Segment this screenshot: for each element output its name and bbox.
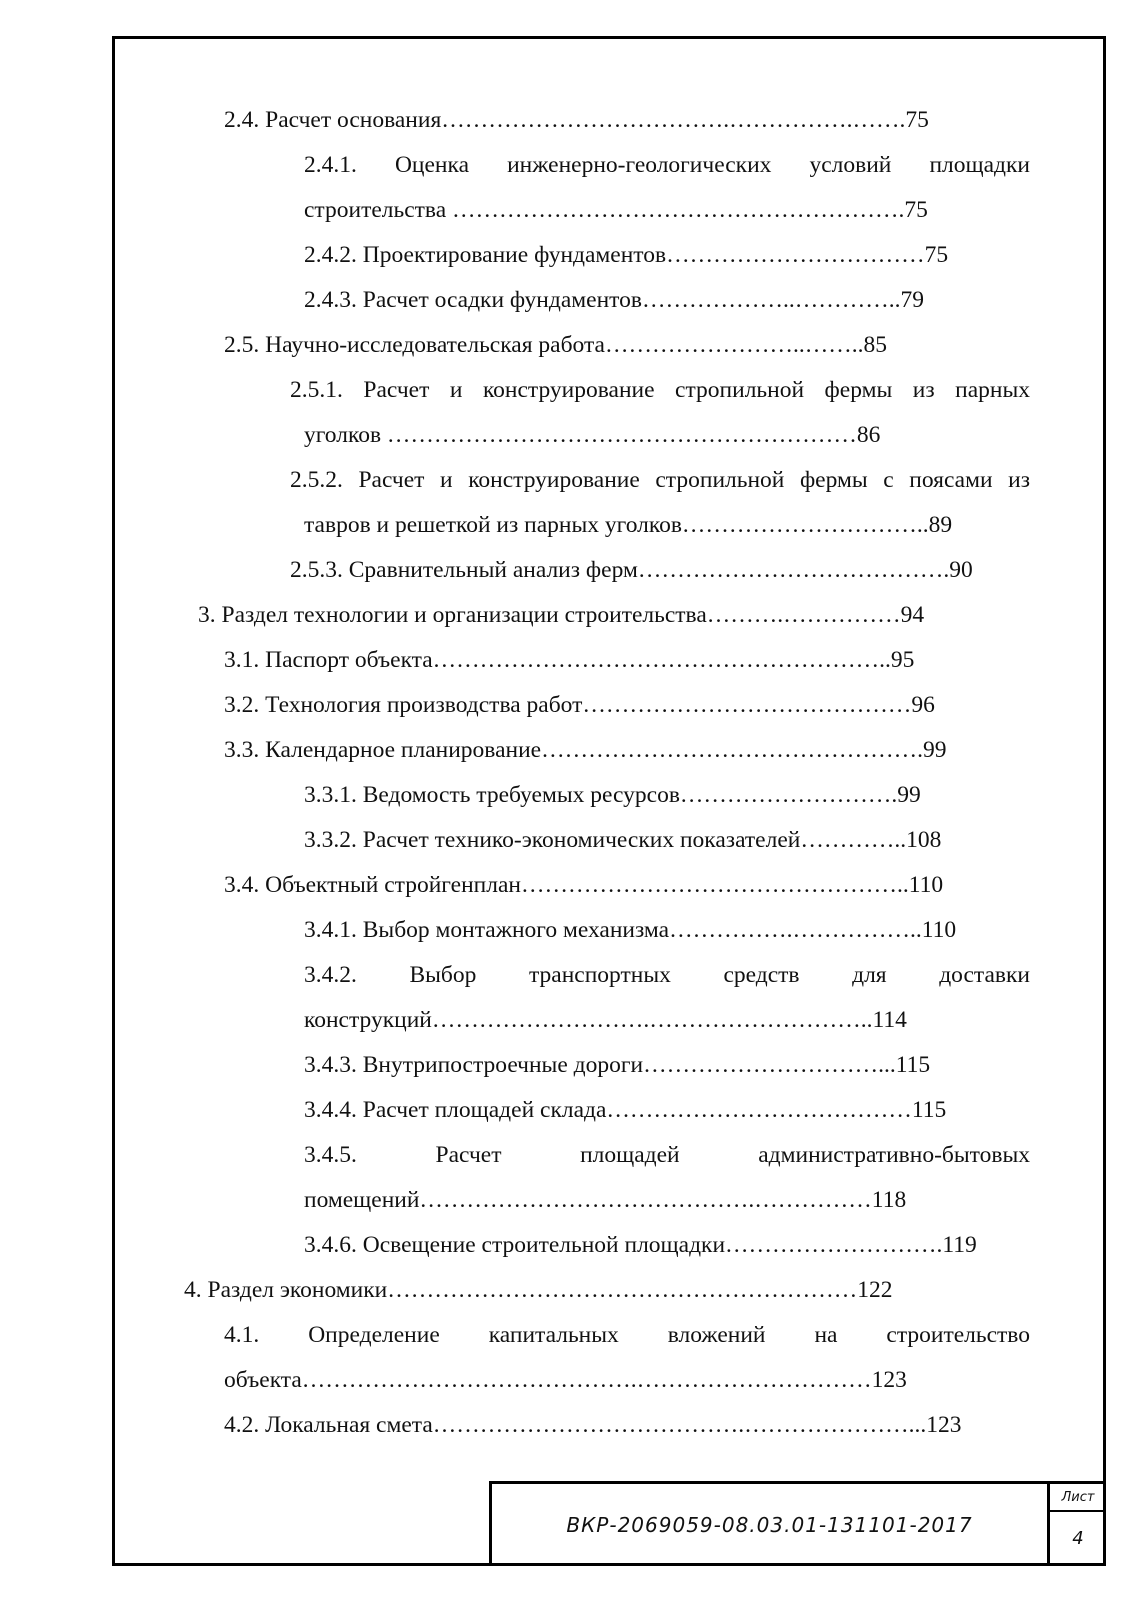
- toc-entry-3-4-4: 3.4.4. Расчет площадей склада…………………………………115: [304, 1097, 947, 1123]
- toc-entry-3-4-2-continued: конструкций……………………….………………………..114: [304, 1007, 907, 1033]
- toc-entry-3-2: 3.2. Технология производства работ……………………………………96: [224, 692, 935, 718]
- toc-entry-3-4-6: 3.4.6. Освещение строительной площадки……………………….119: [304, 1232, 977, 1258]
- toc-entry-3-4-2: 3.4.2. Выбор транспортных средств для доставки: [304, 962, 1030, 988]
- toc-entry-3-3-1: 3.3.1. Ведомость требуемых ресурсов……………………….99: [304, 782, 921, 808]
- sheet-number: 4: [1072, 1528, 1084, 1549]
- toc-entry-2-5-1-continued: уголков ……………………………………………………86: [304, 422, 881, 448]
- toc-entry-3-4-3: 3.4.3. Внутрипостроечные дороги…………………………...115: [304, 1052, 931, 1078]
- toc-entry-2-5-3: 2.5.3. Сравнительный анализ ферм………………………………….90: [290, 557, 973, 583]
- toc-entry-2-4-2: 2.4.2. Проектирование фундаментов……………………………75: [304, 242, 949, 268]
- document-code: ВКР-2069059-08.03.01-131101-2017: [566, 1513, 973, 1537]
- toc-entry-2-5-1: 2.5.1. Расчет и конструирование стропильной фермы из парных: [290, 377, 1030, 403]
- toc-entry-4-1-continued: объекта…………………………………….…………………………123: [224, 1367, 907, 1393]
- toc-entry-3-4-1: 3.4.1. Выбор монтажного механизма…………….……………..110: [304, 917, 957, 943]
- toc-entry-2-4-1-continued: строительства ………………………………………………….75: [304, 197, 928, 223]
- toc-entry-3-3: 3.3. Календарное планирование………………………………………….99: [224, 737, 947, 763]
- toc-entry-4-2: 4.2. Локальная смета………………………………….…………………...123: [224, 1412, 962, 1438]
- toc-entry-3-4-5-continued: помещений…………………………………….……………118: [304, 1187, 907, 1213]
- title-block-stamp: [489, 1481, 1106, 1566]
- toc-entry-3-4-5: 3.4.5. Расчет площадей административно-бытовых: [304, 1142, 1030, 1168]
- toc-entry-3-4: 3.4. Объектный стройгенплан…………………………………………..110: [224, 872, 944, 898]
- toc-entry-2-4: 2.4. Расчет основания……………………………….…………….…….75: [224, 107, 929, 133]
- toc-entry-3-1: 3.1. Паспорт объекта…………………………………………………..95: [224, 647, 915, 673]
- toc-entry-3-3-2: 3.3.2. Расчет технико-экономических показателей…………..108: [304, 827, 942, 853]
- toc-entry-3: 3. Раздел технологии и организации строительства……….……………94: [198, 602, 925, 628]
- toc-entry-2-5: 2.5. Научно-исследовательская работа……………………..……..85: [224, 332, 887, 358]
- toc-entry-2-4-3: 2.4.3. Расчет осадки фундаментов………………..…………..79: [304, 287, 924, 313]
- toc-entry-2-4-1: 2.4.1. Оценка инженерно-геологических условий площадки: [304, 152, 1030, 178]
- toc-entry-2-5-2-continued: тавров и решеткой из парных уголков…………………………..89: [304, 512, 953, 538]
- toc-entry-4: 4. Раздел экономики……………………………………………………122: [184, 1277, 893, 1303]
- toc-entry-2-5-2: 2.5.2. Расчет и конструирование стропильной фермы с поясами из: [290, 467, 1030, 493]
- sheet-label: Лист: [1061, 1490, 1095, 1505]
- toc-entry-4-1: 4.1. Определение капитальных вложений на строительство: [224, 1322, 1030, 1348]
